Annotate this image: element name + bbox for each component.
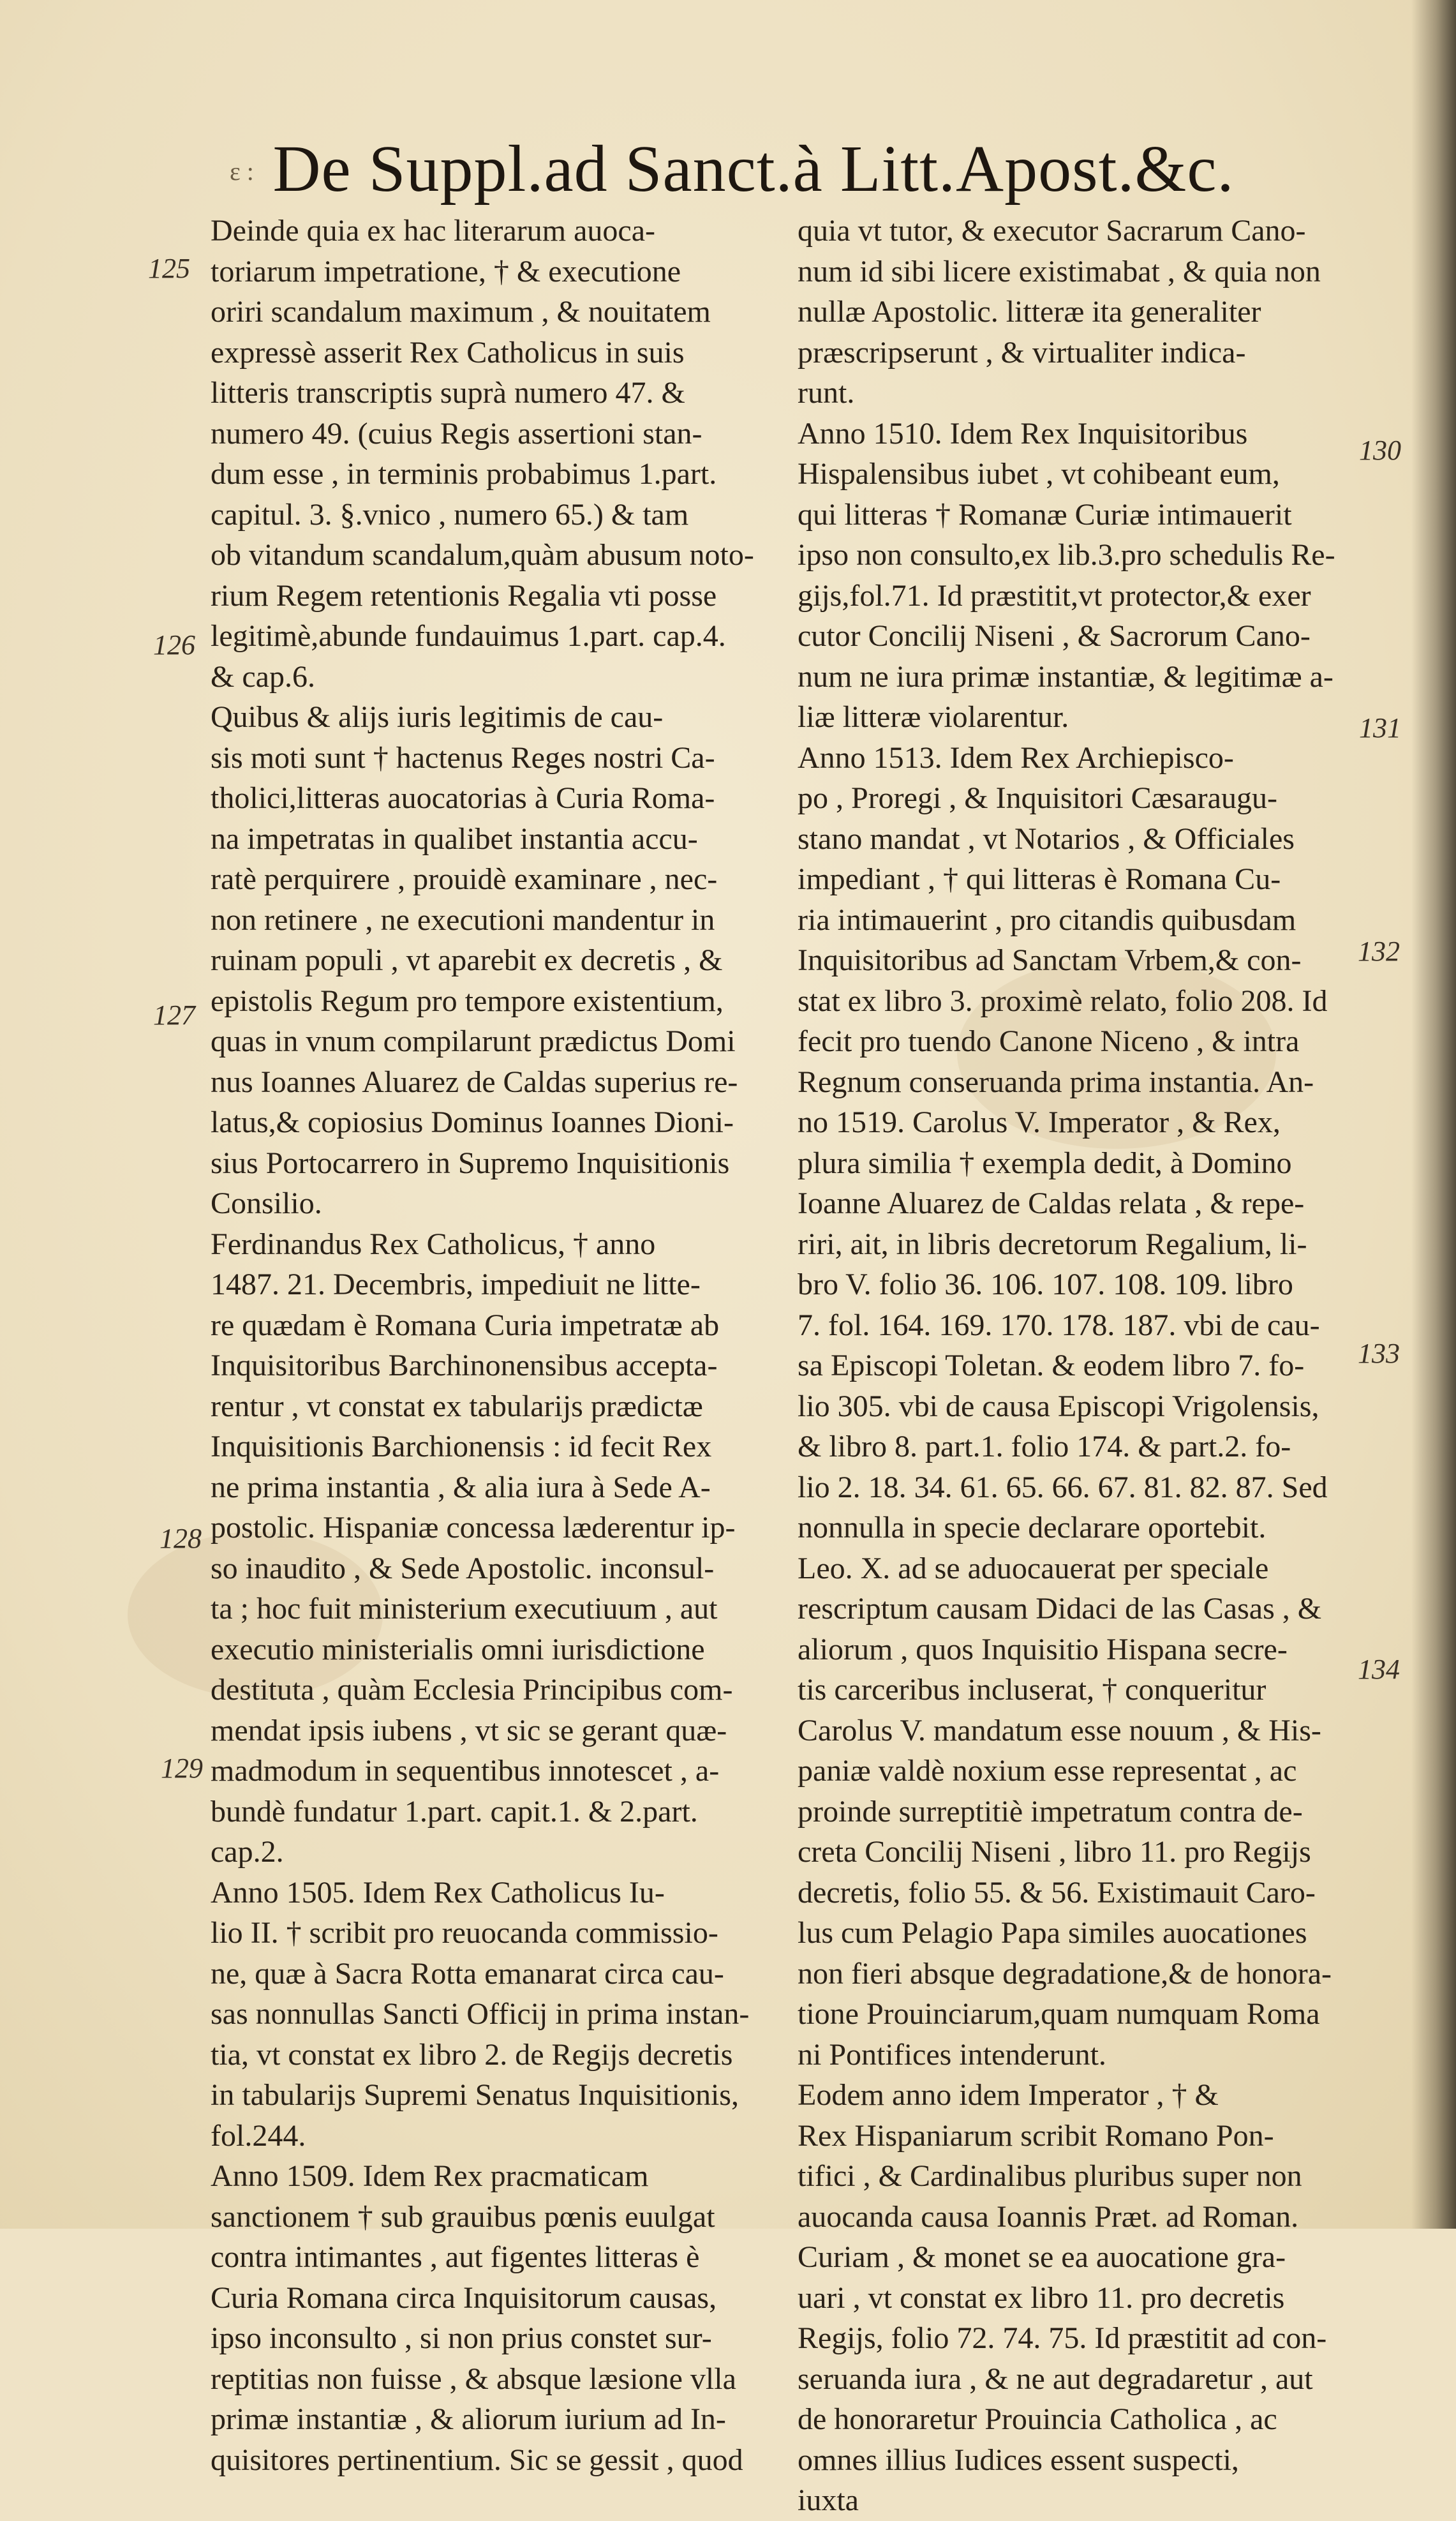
text-line: madmodum in sequentibus innotescet , a-	[211, 1754, 720, 1788]
text-line: rium Regem retentionis Regalia vti posse	[211, 578, 717, 613]
text-line: tia, vt constat ex libro 2. de Regijs decretis	[211, 2037, 733, 2072]
text-line: iuxta	[798, 2483, 859, 2517]
text-line: no 1519. Carolus V. Imperator , & Rex,	[798, 1105, 1281, 1139]
text-line: cutor Concilij Niseni , & Sacrorum Cano-	[798, 619, 1311, 653]
text-line: quisitores pertinentium. Sic se gessit , quod	[211, 2442, 743, 2477]
text-line: 1487. 21. Decembris, impediuit ne litte-	[211, 1268, 701, 1301]
text-line: Anno 1509. Idem Rex pracmaticam	[211, 2159, 649, 2193]
text-line: sas nonnullas Sancti Officij in prima instan-	[211, 1997, 750, 2031]
text-line: & libro 8. part.1. folio 174. & part.2. fo-	[798, 1430, 1291, 1463]
text-line: stano mandat , vt Notarios , & Officiales	[798, 821, 1295, 856]
text-line: nonnulla in specie declarare oportebit.	[798, 1511, 1267, 1545]
margin-number: 129	[161, 1753, 203, 1784]
text-line: Hispalensibus iubet , vt cohibeant eum,	[798, 457, 1280, 491]
text-line: numero 49. (cuius Regis assertioni stan-	[211, 416, 702, 451]
text-line: Curiam , & monet se ea auocatione gra-	[798, 2240, 1286, 2274]
text-line: ruinam populi , vt aparebit ex decretis , &	[211, 943, 723, 977]
text-line: tholici,litteras auocatorias à Curia Roma-	[211, 781, 715, 815]
text-line: Deinde quia ex hac literarum auoca-	[211, 214, 655, 248]
text-line: lio 305. vbi de causa Episcopi Vrigolensis,	[798, 1389, 1319, 1423]
text-line: quas in vnum compilarunt prædictus Domi	[211, 1024, 736, 1058]
text-line: executio ministerialis omni iurisdictione	[211, 1632, 705, 1666]
text-line: Inquisitionis Barchionensis : id fecit Rex	[211, 1430, 712, 1463]
text-line: ipso non consulto,ex lib.3.pro schedulis Re-	[798, 538, 1335, 572]
text-line: Inquisitoribus ad Sanctam Vrbem,& con-	[798, 943, 1302, 977]
text-line: sis moti sunt † hactenus Reges nostri Ca-	[211, 740, 715, 775]
text-line: contra intimantes , aut figentes litteras è	[211, 2240, 700, 2274]
text-line: latus,& copiosius Dominus Ioannes Dioni-	[211, 1105, 734, 1139]
text-line: sanctionem † sub grauibus pœnis euulgat	[211, 2199, 715, 2234]
text-line: auocanda causa Ioannis Præt. ad Roman.	[798, 2199, 1299, 2234]
text-line: Consilio.	[211, 1186, 322, 1220]
text-line: bundè fundatur 1.part. capit.1. & 2.part.	[211, 1794, 698, 1829]
text-line: omnes illius Iudices essent suspecti,	[798, 2442, 1239, 2477]
margin-number: 125	[148, 253, 190, 284]
text-line: ipso inconsulto , si non prius constet sur-	[211, 2321, 712, 2355]
header-marks: ε :	[230, 157, 254, 186]
text-line: non fieri absque degradatione,& de honora-	[798, 1956, 1332, 1991]
text-line: impediant , † qui litteras è Romana Cu-	[798, 862, 1281, 896]
text-line: ria intimauerint , pro citandis quibusdam	[798, 902, 1296, 937]
text-line: stat ex libro 3. proximè relato, folio 208. Id	[798, 984, 1328, 1018]
text-line: sa Episcopi Toletan. & eodem libro 7. fo-	[798, 1349, 1305, 1382]
text-line: Inquisitoribus Barchinonensibus accepta-	[211, 1349, 718, 1382]
text-line: dum esse , in terminis probabimus 1.part.	[211, 457, 717, 491]
margin-number: 134	[1358, 1654, 1400, 1685]
text-line: lio II. † scribit pro reuocanda commissio-	[211, 1916, 718, 1950]
text-line: bro V. folio 36. 106. 107. 108. 109. libro	[798, 1268, 1293, 1301]
running-header	[0, 131, 1456, 207]
margin-number: 126	[153, 629, 195, 661]
text-line: proinde surreptitiè impetratum contra de-	[798, 1794, 1303, 1829]
text-line: Carolus V. mandatum esse nouum , & His-	[798, 1713, 1321, 1747]
text-line: ne prima instantia , & alia iura à Sede A-	[211, 1470, 711, 1504]
text-line: in tabularijs Supremi Senatus Inquisitionis,	[211, 2078, 739, 2112]
text-line: re quædam è Romana Curia impetratæ ab	[211, 1308, 720, 1342]
text-line: Rex Hispaniarum scribit Romano Pon-	[798, 2118, 1274, 2153]
text-line: Eodem anno idem Imperator , † &	[798, 2078, 1219, 2112]
text-line: creta Concilij Niseni , libro 11. pro Regijs	[798, 1835, 1311, 1869]
text-line: gijs,fol.71. Id præstitit,vt protector,& exer	[798, 578, 1311, 613]
text-line: oriri scandalum maximum , & nouitatem	[211, 295, 711, 329]
text-line: runt.	[798, 376, 855, 410]
text-line: toriarum impetratione, † & executione	[211, 254, 681, 288]
text-line: postolic. Hispaniæ concessa læderentur ip-	[211, 1511, 736, 1545]
text-line: expressè asserit Rex Catholicus in suis	[211, 335, 685, 370]
margin-number: 127	[153, 999, 195, 1031]
text-line: tifici , & Cardinalibus pluribus super non	[798, 2159, 1302, 2193]
text-line: rentur , vt constat ex tabularijs prædictæ	[211, 1389, 703, 1423]
text-line: ne, quæ à Sacra Rotta emanarat circa cau-	[211, 1956, 724, 1991]
text-line: ratè perquirere , prouidè examinare , nec-	[211, 862, 718, 896]
text-line: legitimè,abunde fundauimus 1.part. cap.4.	[211, 619, 726, 653]
text-line: num id sibi licere existimabat , & quia non	[798, 254, 1321, 288]
binding-shadow	[1411, 0, 1456, 2229]
margin-number: 131	[1359, 712, 1401, 744]
text-line: ob vitandum scandalum,quàm abusum noto-	[211, 538, 754, 572]
text-line: Curia Romana circa Inquisitorum causas,	[211, 2280, 717, 2315]
text-line: num ne iura primæ instantiæ, & legitimæ a-	[798, 659, 1333, 694]
text-line: tione Prouinciarum,quam numquam Roma	[798, 1997, 1320, 2031]
text-line: Ferdinandus Rex Catholicus, † anno	[211, 1227, 656, 1261]
text-line: na impetratas in qualibet instantia accu-	[211, 821, 698, 856]
text-line: nullæ Apostolic. litteræ ita generaliter	[798, 295, 1261, 329]
text-line: litteris transcriptis suprà numero 47. &	[211, 376, 685, 410]
text-line: paniæ valdè noxium esse representat , ac	[798, 1754, 1297, 1788]
text-line: non retinere , ne executioni mandentur in	[211, 902, 715, 937]
text-line: qui litteras † Romanæ Curiæ intimauerit	[798, 497, 1292, 532]
page-title: De Suppl.ad Sanct.à Litt.Apost.&c.	[272, 132, 1235, 206]
text-line: rescriptum causam Didaci de las Casas , &	[798, 1592, 1322, 1626]
text-line: uari , vt constat ex libro 11. pro decretis	[798, 2280, 1285, 2315]
margin-number: 133	[1358, 1338, 1400, 1369]
text-line: & cap.6.	[211, 659, 315, 694]
text-line: lus cum Pelagio Papa similes auocationes	[798, 1916, 1307, 1950]
text-line: mendat ipsis iubens , vt sic se gerant quæ-	[211, 1713, 727, 1747]
text-line: Anno 1505. Idem Rex Catholicus Iu-	[211, 1875, 665, 1910]
text-line: so inaudito , & Sede Apostolic. inconsul-	[211, 1551, 715, 1585]
text-line: 7. fol. 164. 169. 170. 178. 187. vbi de cau-	[798, 1308, 1320, 1342]
text-line: aliorum , quos Inquisitio Hispana secre-	[798, 1632, 1288, 1666]
text-line: destituta , quàm Ecclesia Principibus com-	[211, 1673, 733, 1707]
text-line: nus Ioannes Aluarez de Caldas superius re-	[211, 1065, 738, 1099]
margin-number: 130	[1359, 435, 1401, 466]
text-line: Ioanne Aluarez de Caldas relata , & repe-	[798, 1186, 1305, 1220]
text-line: seruanda iura , & ne aut degradaretur , aut	[798, 2361, 1313, 2396]
text-line: ta ; hoc fuit ministerium executiuum , aut	[211, 1592, 718, 1626]
text-line: riri, ait, in libris decretorum Regalium, li-	[798, 1227, 1307, 1261]
text-line: de honoraretur Prouincia Catholica , ac	[798, 2402, 1277, 2436]
text-line: tis carceribus incluserat, † conqueritur	[798, 1673, 1267, 1707]
text-line: ni Pontifices intenderunt.	[798, 2037, 1106, 2072]
text-line: liæ litteræ violarentur.	[798, 700, 1069, 734]
right-column	[798, 211, 1359, 2521]
text-line: reptitias non fuisse , & absque læsione vlla	[211, 2361, 736, 2396]
margin-number: 132	[1358, 936, 1400, 967]
text-line: Leo. X. ad se aduocauerat per speciale	[798, 1551, 1269, 1585]
text-line: sius Portocarrero in Supremo Inquisitionis	[211, 1146, 730, 1180]
text-line: Quibus & alijs iuris legitimis de cau-	[211, 700, 664, 734]
text-line: plura similia † exempla dedit, à Domino	[798, 1146, 1292, 1180]
left-column	[211, 211, 778, 2480]
margin-number: 128	[160, 1523, 202, 1554]
text-line: capitul. 3. §.vnico , numero 65.) & tam	[211, 497, 689, 532]
text-line: quia vt tutor, & executor Sacrarum Cano-	[798, 214, 1306, 248]
text-line: fol.244.	[211, 2118, 306, 2153]
text-line: Regijs, folio 72. 74. 75. Id præstitit ad con-	[798, 2321, 1327, 2355]
text-line: lio 2. 18. 34. 61. 65. 66. 67. 81. 82. 87. Sed	[798, 1470, 1328, 1504]
text-line: decretis, folio 55. & 56. Existimauit Caro-	[798, 1875, 1316, 1910]
text-line: Regnum conseruanda prima instantia. An-	[798, 1065, 1314, 1099]
text-line: Anno 1510. Idem Rex Inquisitoribus	[798, 416, 1248, 451]
text-line: Anno 1513. Idem Rex Archiepisco-	[798, 740, 1234, 775]
text-line: epistolis Regum pro tempore existentium,	[211, 984, 724, 1018]
text-line: po , Proregi , & Inquisitori Cæsaraugu-	[798, 781, 1277, 815]
text-line: primæ instantiæ , & aliorum iurium ad In-	[211, 2402, 726, 2436]
text-line: fecit pro tuendo Canone Niceno , & intra	[798, 1024, 1300, 1058]
text-line: præscripserunt , & virtualiter indica-	[798, 335, 1246, 370]
text-line: cap.2.	[211, 1835, 284, 1869]
